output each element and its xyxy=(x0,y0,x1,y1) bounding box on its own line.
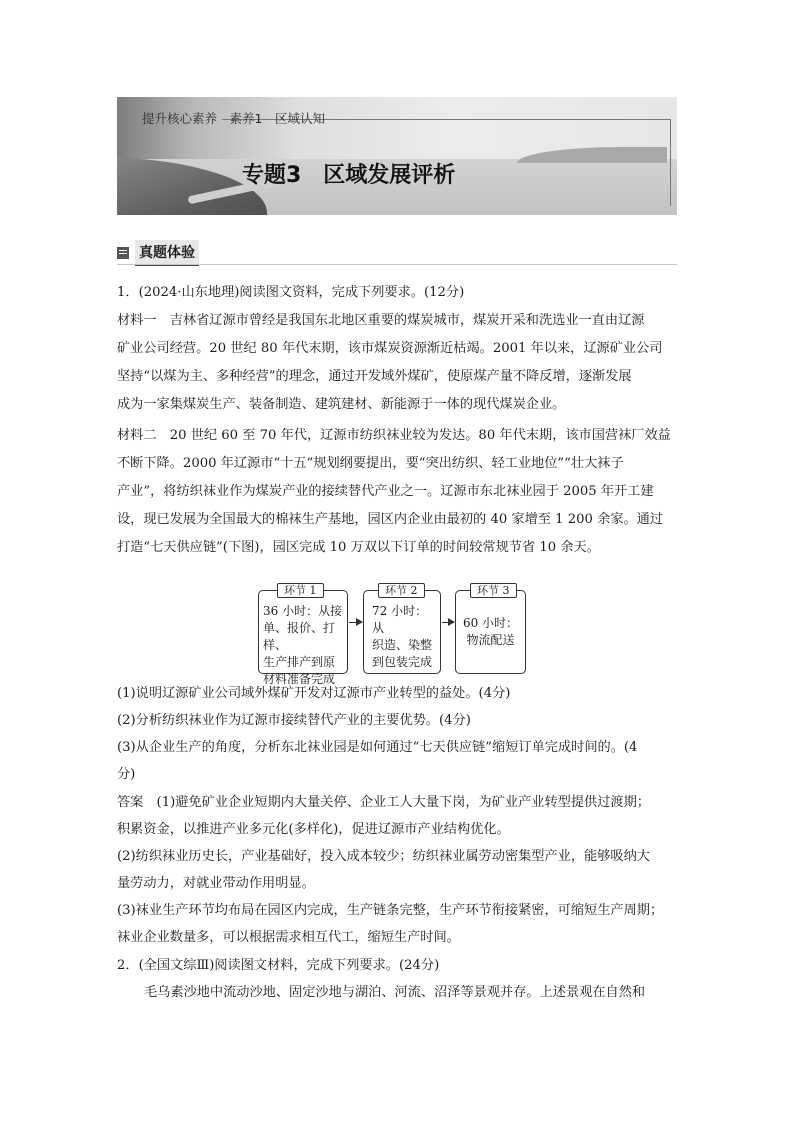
material1-line: 矿业公司经营。20 世纪 80 年代末期，该市煤炭资源渐近枯竭。2001 年以来，辽源矿业公司 xyxy=(117,341,663,356)
q2-stem: 2．(全国文综Ⅲ)阅读图文材料，完成下列要求。(24分) xyxy=(117,958,440,973)
question-line: (2)分析纺织袜业作为辽源市接续替代产业的主要优势。(4分) xyxy=(117,713,471,728)
answer-line: (3)袜业生产环节均布局在园区内完成，生产链条完整，生产环节衔接紧密，可缩短生产周期； xyxy=(117,903,664,918)
material2-line: 产业”，将纺织袜业作为煤炭产业的接续替代产业之一。辽源市东北袜业园于 2005 年开工建 xyxy=(117,484,654,499)
flow-step-2-line: 到包装完成 xyxy=(372,655,433,669)
answer-line: (2)纺织袜业历史长，产业基础好，投入成本较少；纺织袜业属劳动密集型产业，能够吸纳大 xyxy=(117,849,650,864)
answer-line: 答案 (1)避免矿业企业短期内大量关停、企业工人大量下岗，为矿业产业转型提供过渡期； xyxy=(117,795,650,810)
flow-step-1-tag: 环节 1 xyxy=(277,583,324,598)
material2-line: 材料二 20 世纪 60 至 70 年代，辽源市纺织袜业较为发达。80 年代末期，该市国营袜厂效益 xyxy=(117,428,671,443)
flow-step-3 xyxy=(455,584,526,674)
material2-line: 不断下降。2000 年辽源市“十五”规划纲要提出，要“突出纺织、轻工业地位”“壮大袜子 xyxy=(117,456,624,471)
material1-line: 坚持“以煤为主、多种经营”的理念，通过开发域外煤矿，使原煤产量不降反增，逐渐发展 xyxy=(117,369,632,384)
flow-step-1 xyxy=(258,584,348,686)
flow-arrow xyxy=(349,622,362,623)
answer-line: 积累资金，以推进产业多元化(多样化)，促进辽源市产业结构优化。 xyxy=(117,822,510,837)
question-line: 分) xyxy=(117,767,136,782)
q2-text: 毛乌素沙地中流动沙地、固定沙地与湖泊、河流、沼泽等景观并存。上述景观在自然和 xyxy=(144,985,646,1000)
flow-step-3-line: 60 小时： xyxy=(462,616,519,630)
section-label: 真题体验 xyxy=(135,240,199,266)
flow-arrow xyxy=(442,622,454,623)
answer-line: 量劳动力，对就业带动作用明显。 xyxy=(117,876,315,891)
material1-line: 材料一 吉林省辽源市曾经是我国东北地区重要的煤炭城市，煤炭开采和洗选业一直由辽源 xyxy=(117,313,645,328)
flow-step-2-line: 织造、染整 xyxy=(372,638,433,652)
flow-step-1-line: 生产排产到原 xyxy=(263,655,336,669)
question-line: (1)说明辽源矿业公司域外煤矿开发对辽源市产业转型的益处。(4分) xyxy=(117,686,511,701)
question-line: (3)从企业生产的角度，分析东北袜业园是如何通过“七天供应链”缩短订单完成时间的。(4 xyxy=(117,740,638,755)
answer-line: 袜业企业数量多，可以根据需求相互代工，缩短生产时间。 xyxy=(117,930,460,945)
flow-step-2-tag: 环节 2 xyxy=(378,583,425,598)
flow-step-2 xyxy=(363,584,441,674)
flow-step-1-line: 材料准备完成 xyxy=(263,672,336,686)
section-heading xyxy=(117,241,199,265)
supply-chain-diagram xyxy=(258,582,526,686)
flow-step-1-line: 36 小时：从接 xyxy=(263,604,343,618)
document-icon xyxy=(117,247,129,259)
material2-line: 设，现已发展为全国最大的棉袜生产基地，园区内企业由最初的 40 家增至 1 200 余家。通过 xyxy=(117,512,664,527)
flow-step-2-line: 72 小时：从 xyxy=(372,604,428,635)
flow-step-1-line: 单、报价、打样、 xyxy=(263,621,336,652)
flow-step-3-tag: 环节 3 xyxy=(470,583,517,598)
page-title: 专题3 区域发展评析 xyxy=(242,163,456,188)
flow-step-3-line: 物流配送 xyxy=(466,633,515,647)
material1-line: 成为一家集煤炭生产、装备制造、建筑建材、新能源于一体的现代煤炭企业。 xyxy=(117,397,566,412)
section-divider xyxy=(117,264,677,265)
q1-stem: 1．(2024·山东地理)阅读图文资料，完成下列要求。(12分) xyxy=(117,285,465,300)
header-subtitle: 提升核心素养 素养1 区域认知 xyxy=(142,111,325,126)
material2-line: 打造“七天供应链”(下图)，园区完成 10 万双以下订单的时间较常规节省 10 余天。 xyxy=(117,540,600,555)
